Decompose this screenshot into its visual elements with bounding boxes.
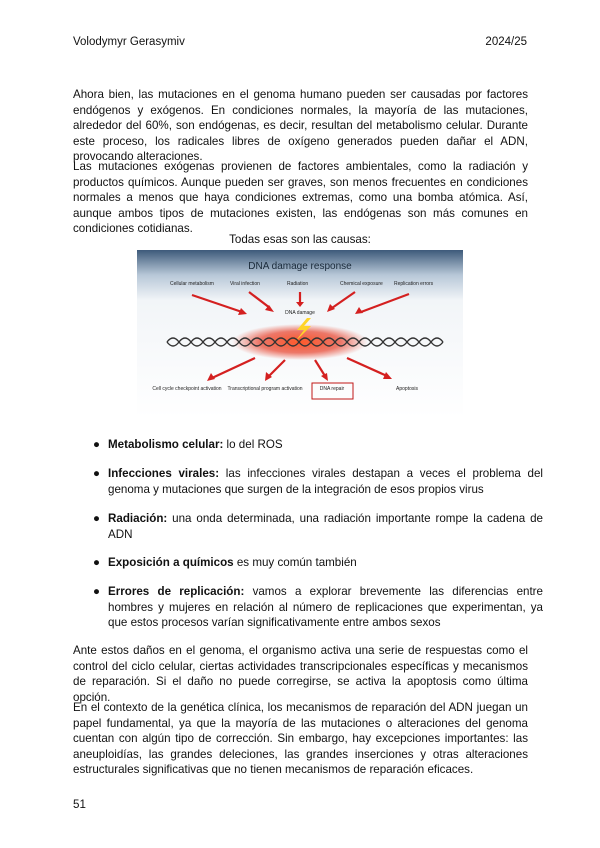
bullet-text: una onda determinada, una radiación importante rompe la cadena de ADN [108,512,543,541]
bullet-term: Exposición a químicos [108,556,234,569]
figure-caption: Todas esas son las causas: [229,233,371,246]
response-cell-cycle [152,386,221,392]
dna-damage-label: DNA damage [285,310,315,316]
paragraph-2: Las mutaciones exógenas provienen de factores ambientales, como la radiación y productos químicos. Aunque pueden ser graves, son menos frecuentes en condiciones normales a menos que haya condiciones extremas, como una bomba atómica. Así, aunque ambos tipos de mutaciones existen, las endógenas son más comunes en condiciones cotidianas. [73,160,528,236]
cause-radiation: Radiation [287,281,309,287]
bullet-text: lo del ROS [223,438,283,451]
cause-replication-errors: Replication errors [394,281,434,287]
list-item [93,437,543,453]
response-transcriptional: Transcriptional program activation [227,386,303,392]
bullet-icon: ● [93,467,101,480]
header-year: 2024/25 [485,36,527,48]
paragraph-4: En el contexto de la genética clínica, los mecanismos de reparación del ADN juegan un papel fundamental, ya que la mayoría de las mutaciones o alteraciones del genoma cuentan con algún tipo de corrección. Sin embargo, hay excepciones importantes: las aneuploidías, las grandes deleciones, las grandes inserciones y otras alteraciones estructurales significativas que no tienen mecanismos de reparación eficaces. [73,701,528,777]
paragraph-3: Ante estos daños en el genoma, el organismo activa una serie de respuestas como el control del ciclo celular, ciertas actividades transcripcionales específicas y mecanismos de reparación. Si el daño no puede corregirse, se activa la apoptosis como última opción. [73,644,528,704]
bullet-icon: ● [93,556,101,569]
bullet-icon: ● [93,585,101,598]
list-item [93,555,543,571]
bullet-term: Radiación: [108,512,168,525]
bullet-term: Metabolismo celular: [108,438,224,451]
bullet-text: vamos a explorar brevemente las diferencias entre hombres y mujeres en relación al número de replicaciones que experimentan, ya que estos procesos varían significativamente entre ambos sexos [108,585,543,630]
response-apoptosis: Apoptosis [396,386,418,392]
response-cell-cycle-text: Cell cycle checkpoint activation [152,386,222,392]
bullet-icon: ● [93,438,101,451]
bullet-text: es muy común también [233,556,357,569]
bullet-icon: ● [93,512,101,525]
bullet-term: Infecciones virales: [108,467,220,480]
bullet-text: las infecciones virales destapan a veces el problema del genoma y mutaciones que surgen de la integración de esos propios virus [108,467,543,496]
cause-chemical-exposure: Chemical exposure [340,281,383,287]
cause-cellular-metabolism: Cellular metabolism [170,281,214,287]
bullet-term: Errores de replicación: [108,585,245,598]
header-author: Volodymyr Gerasymiv [73,36,185,48]
list-item [93,466,543,497]
page-number: 51 [73,798,86,811]
list-item [93,511,543,542]
paragraph-1: Ahora bien, las mutaciones en el genoma humano pueden ser causadas por factores endógenos y exógenos. En condiciones normales, la mayoría de las mutaciones, alrededor del 60%, son endógenas, es decir, resultan del metabolismo celular. Durante este proceso, los radicales libres de oxígeno generados pueden dañar el ADN, provocando alteraciones. [73,88,528,164]
dna-damage-figure [137,250,463,418]
figure-title: DNA damage response [248,261,352,272]
response-dna-repair: DNA repair [319,386,345,392]
list-item [93,584,543,631]
cause-viral-infection: Viral infection [230,281,260,287]
